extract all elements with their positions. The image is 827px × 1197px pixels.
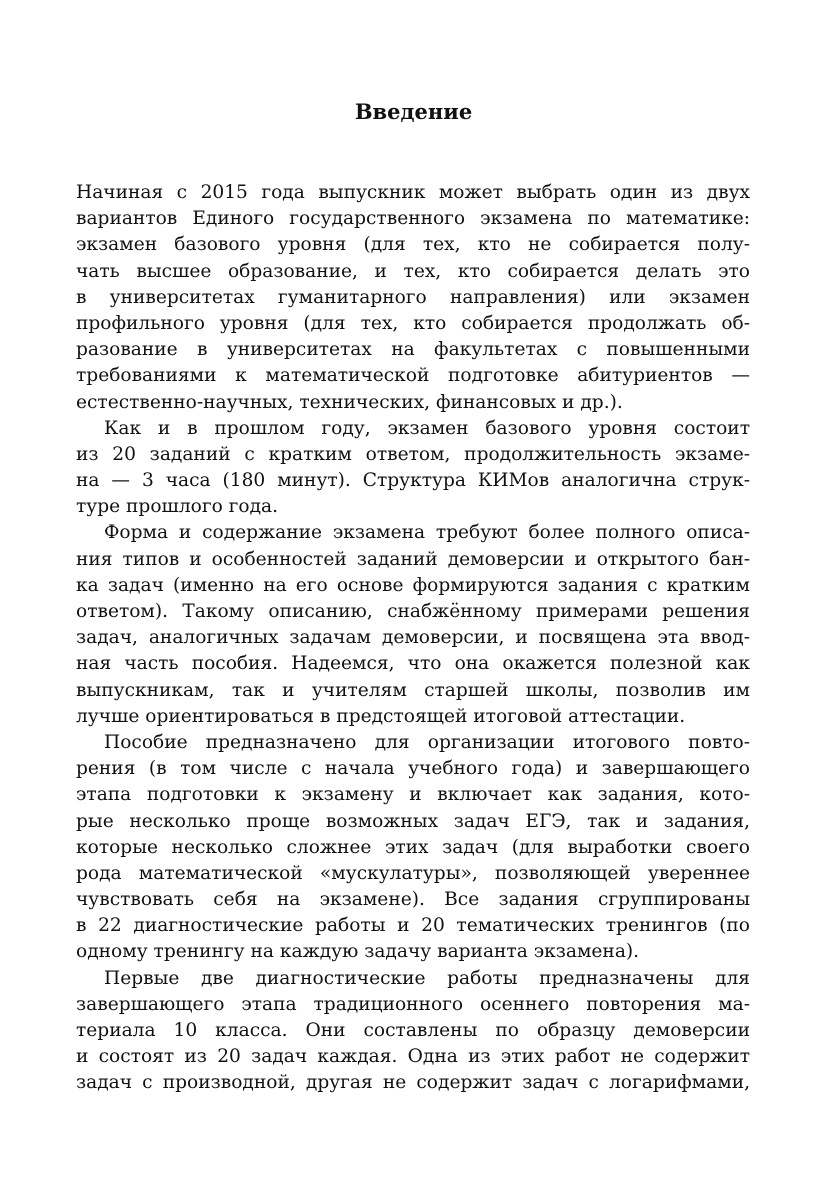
text-line: ная часть пособия. Надеемся, что она окажется полезной как (76, 653, 750, 675)
text-line: рения (в том числе с начала учебного года) и завершающего (76, 758, 750, 780)
text-line: чувствовать себя на экзамене). Все задания сгруппированы (76, 889, 750, 911)
text-line: Форма и содержание экзамена требуют более полного описа- (104, 522, 750, 544)
text-line: в университетах гуманитарного направления) или экзамен (76, 286, 750, 308)
text-line: вариантов Единого государственного экзамена по математике: (76, 208, 750, 230)
text-line: в 22 диагностические работы и 20 тематических тренингов (по (76, 915, 750, 937)
text-line: одному тренингу на каждую задачу варианта экзамена). (76, 941, 640, 963)
text-line: из 20 заданий с кратким ответом, продолжительность экзаме- (76, 443, 750, 465)
body-text (76, 180, 750, 1097)
text-line: Как и в прошлом году, экзамен базового уровня состоит (104, 417, 750, 439)
text-line: рые несколько проще возможных задач ЕГЭ, так и задания, (76, 810, 750, 832)
text-line: туре прошлого года. (76, 496, 279, 518)
text-line: этапа подготовки к экзамену и включает как задания, кото- (76, 784, 750, 806)
text-line: Первые две диагностические работы предназначены для (104, 967, 750, 989)
text-line: Начиная с 2015 года выпускник может выбрать один из двух (76, 182, 750, 203)
text-line: требованиями к математической подготовке абитуриентов — (76, 365, 750, 387)
text-line: профильного уровня (для тех, кто собирается продолжать об- (76, 312, 750, 334)
text-line: завершающего этапа традиционного осеннего повторения ма- (76, 993, 750, 1015)
text-line: ответом). Такому описанию, снабжённому примерами решения (76, 601, 750, 622)
text-line: лучше ориентироваться в предстоящей итоговой аттестации. (76, 705, 686, 727)
text-line: задач с производной, другая не содержит задач с логарифмами, (76, 1072, 750, 1094)
text-line: рода математической «мускулатуры», позволяющей увереннее (76, 862, 750, 884)
paragraph (76, 730, 750, 966)
text-line: ния типов и особенностей заданий демоверсии и открытого бан- (76, 548, 750, 570)
text-line: чать высшее образование, и тех, кто собирается делать это (76, 260, 750, 282)
paragraph (76, 180, 750, 416)
text-line: териала 10 класса. Они составлены по образцу демоверсии (76, 1020, 750, 1041)
page-title: Введение (354, 99, 473, 124)
text-line: которые несколько сложнее этих задач (для выработки своего (76, 836, 750, 858)
text-line: естественно-научных, технических, финансовых и др.). (76, 391, 623, 413)
paragraph (76, 520, 750, 730)
text-line: на — 3 часа (180 минут). Структура КИМов аналогична струк- (76, 470, 750, 492)
text-line: задач, аналогичных задачам демоверсии, и посвящена эта ввод- (76, 627, 750, 649)
text-line: и состоят из 20 задач каждая. Одна из этих работ не содержит (76, 1046, 750, 1068)
text-line: Пособие предназначено для организации итогового повто- (104, 731, 750, 753)
text-line: выпускникам, так и учителям старшей школы, позволив им (76, 679, 750, 701)
paragraph (76, 416, 750, 521)
text-line: разование в университетах на факультетах с повышенными (76, 339, 750, 361)
text-line: экзамен базового уровня (для тех, кто не собирается полу- (76, 234, 750, 256)
text-line: ка задач (именно на его основе формируются задания с кратким (76, 574, 750, 596)
paragraph (76, 966, 750, 1097)
